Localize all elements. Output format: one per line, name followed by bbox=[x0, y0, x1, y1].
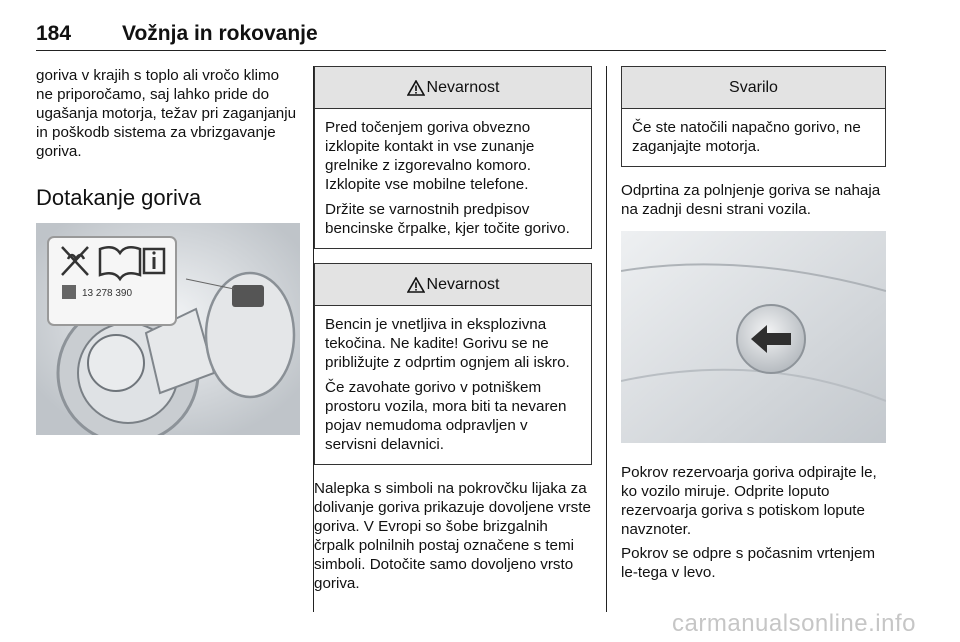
warning-title: Nevarnost bbox=[426, 78, 500, 96]
page-title: Vožnja in rokovanje bbox=[122, 22, 318, 45]
notice-title: Svarilo bbox=[729, 78, 778, 96]
warning-box-header bbox=[315, 264, 591, 306]
body-paragraph: Pokrov rezervoarja goriva odpirajte le, ko vozilo miruje. Odprite loputo rezervoarja goriva s potiskom lopute navznoter. bbox=[621, 464, 877, 538]
body-paragraph: Pokrov se odpre s počasnim vrtenjem le-tega v levo. bbox=[621, 545, 876, 581]
label-code: 13 278 390 bbox=[82, 288, 133, 299]
intro-paragraph: goriva v krajih s toplo ali vročo klimo ne priporočamo, saj lahko pride do ugašanja motorja, težav pri zaganjanju in poškodb sistema za vbrizgavanje goriva. bbox=[36, 67, 297, 160]
section-heading: Dotakanje goriva bbox=[36, 185, 202, 210]
column-right bbox=[621, 66, 886, 587]
warning-text: Če zavohate gorivo v potniškem prostoru vozila, mora biti ta nevaren pojav nemudoma odpravljen v servisni delavnici. bbox=[325, 379, 567, 453]
notice-text: Če ste natočili napačno gorivo, ne zaganjajte motorja. bbox=[632, 119, 861, 155]
notice-box-header bbox=[622, 67, 885, 109]
notice-box bbox=[621, 66, 886, 167]
warning-title: Nevarnost bbox=[426, 275, 500, 293]
body-paragraph: Odprtina za polnjenje goriva se nahaja na zadnji desni strani vozila. bbox=[621, 182, 881, 218]
page-header bbox=[36, 18, 886, 51]
column-divider bbox=[606, 66, 607, 612]
column-middle bbox=[314, 66, 592, 598]
column-left bbox=[36, 66, 300, 435]
body-paragraph: Nalepka s simboli na pokrovčku lijaka za dolivanje goriva prikazuje dovoljene vrste goriva. V Evropi so šobe brizgalnih črpalk polnilnih postaj označene s temi simboli. Dotočite samo dovoljeno vrsto goriva. bbox=[314, 480, 591, 592]
watermark: carmanualsonline.info bbox=[672, 610, 916, 637]
warning-box bbox=[314, 263, 592, 465]
warning-text: Pred točenjem goriva obvezno izklopite kontakt in vse zunanje grelnike z izgorevalno komoro. Izklopite vse mobilne telefone. bbox=[325, 119, 535, 193]
warning-triangle-icon bbox=[407, 80, 425, 96]
warning-text: Bencin je vnetljiva in eksplozivna tekočina. Ne kadite! Gorivu se ne približujte z odprtim ognjem ali iskro. bbox=[325, 316, 570, 371]
page-number: 184 bbox=[36, 22, 72, 45]
warning-box bbox=[314, 66, 592, 249]
warning-box-header bbox=[315, 67, 591, 109]
fuel-cap-photo bbox=[36, 223, 300, 435]
fuel-door-photo bbox=[621, 231, 886, 443]
warning-text: Držite se varnostnih predpisov bencinske črpalke, kjer točite gorivo. bbox=[325, 201, 570, 237]
warning-triangle-icon bbox=[407, 277, 425, 293]
